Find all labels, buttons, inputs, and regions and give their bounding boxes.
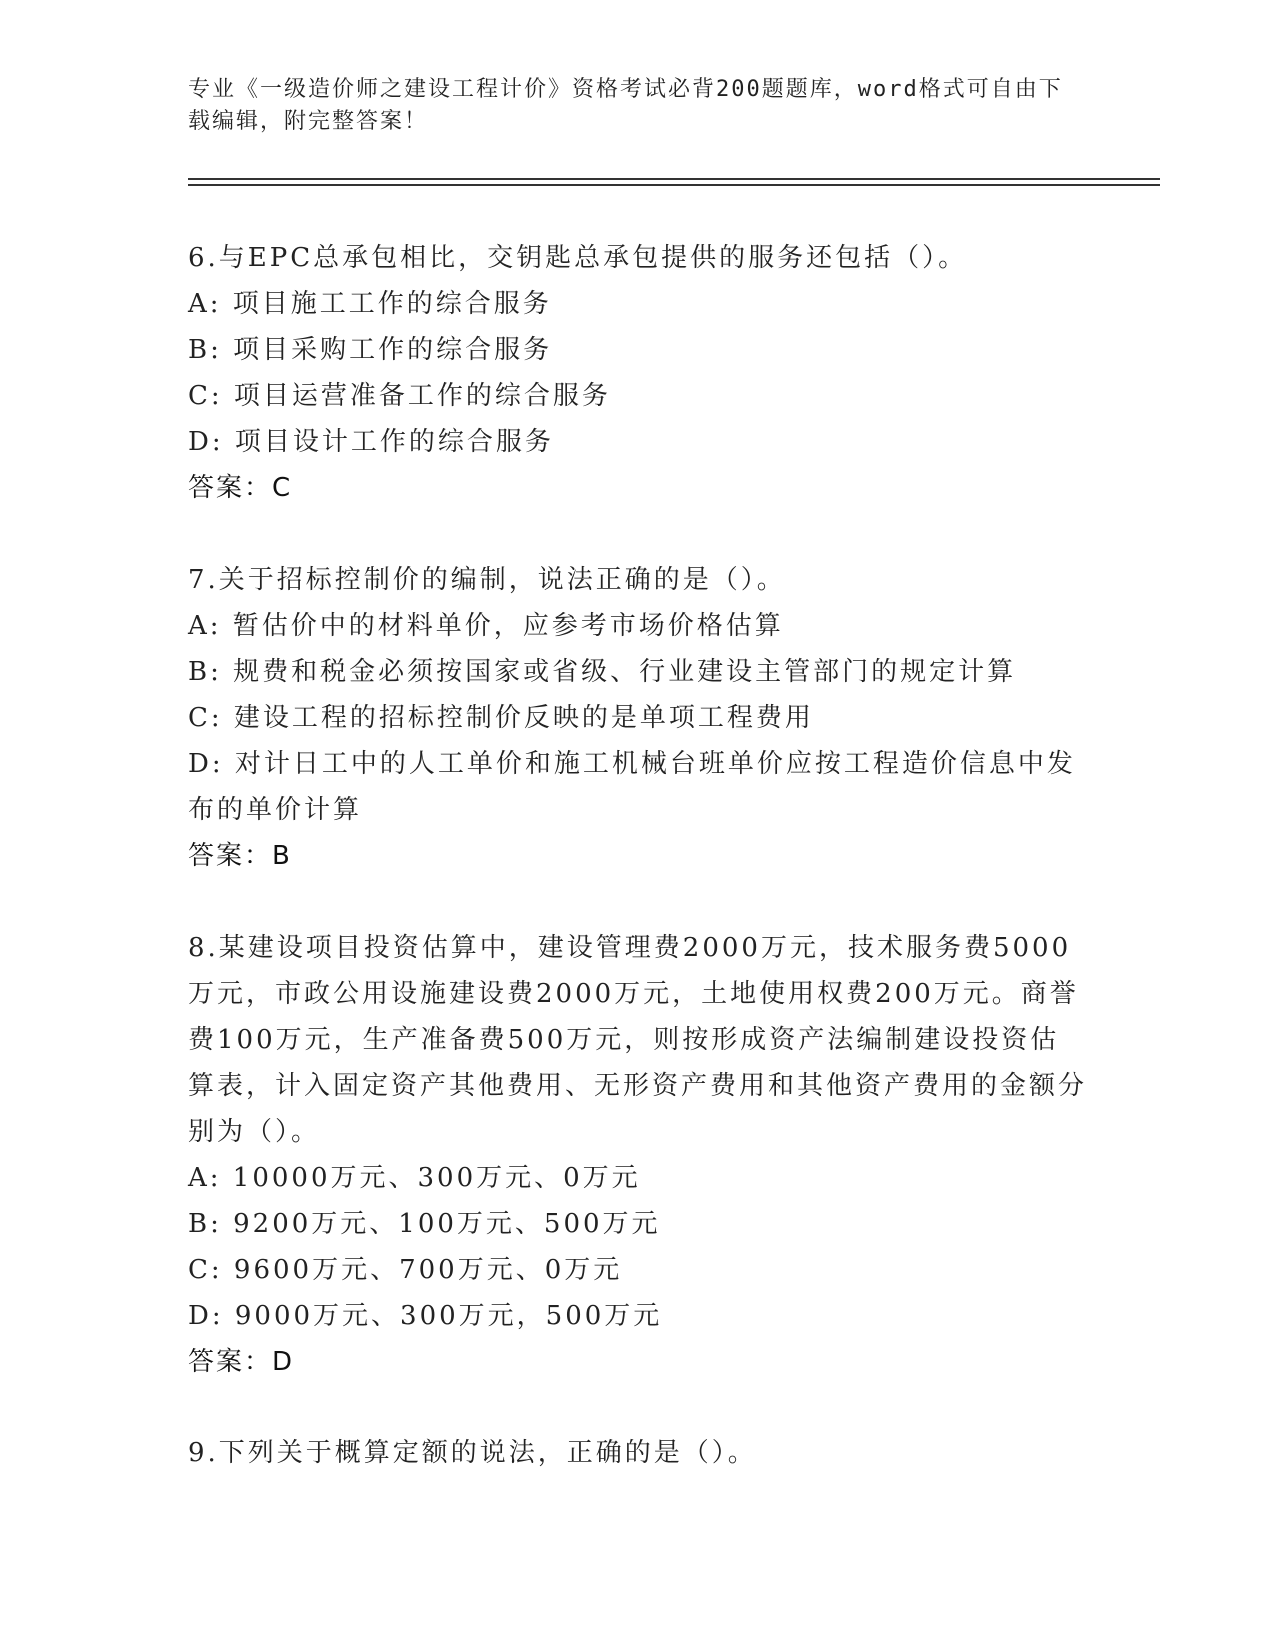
option-d: D: 9000万元、300万元，500万元 — [188, 1301, 663, 1331]
question-stem: 6.与EPC总承包相比，交钥匙总承包提供的服务还包括（）。 — [188, 243, 968, 273]
option-b: B: 项目采购工作的综合服务 — [188, 335, 553, 365]
question-stem: 7.关于招标控制价的编制，说法正确的是（）。 — [188, 565, 786, 595]
option-d: D: 项目设计工作的综合服务 — [188, 427, 554, 457]
header-text: 专业《一级造价师之建设工程计价》资格考试必背200题题库，word格式可自由下载编辑，附完整答案！ — [188, 77, 1063, 134]
option-a: A: 项目施工工作的综合服务 — [188, 289, 552, 319]
option-a: A: 10000万元、300万元、0万元 — [188, 1163, 641, 1193]
question-9 — [188, 1430, 1088, 1476]
option-c: C: 建设工程的招标控制价反映的是单项工程费用 — [188, 703, 814, 733]
answer: 答案：B — [188, 841, 292, 871]
question-stem: 9.下列关于概算定额的说法，正确的是（）。 — [188, 1438, 757, 1468]
question-8 — [188, 925, 1088, 1385]
option-d: D: 对计日工中的人工单价和施工机械台班单价应按工程造价信息中发布的单价计算 — [188, 749, 1076, 825]
answer: 答案：D — [188, 1347, 295, 1377]
option-b: B: 9200万元、100万元、500万元 — [188, 1209, 661, 1239]
header-divider-top — [188, 178, 1160, 180]
document-header — [188, 74, 1068, 138]
option-a: A: 暂估价中的材料单价，应参考市场价格估算 — [188, 611, 784, 641]
question-7 — [188, 557, 1088, 879]
header-divider-bottom — [188, 184, 1160, 186]
question-stem: 8.某建设项目投资估算中，建设管理费2000万元，技术服务费5000万元，市政公用设施建设费2000万元，土地使用权费200万元。商誉费100万元，生产准备费500万元，则按形成资产法编制建设投资估算表，计入固定资产其他费用、无形资产费用和其他资产费用的金额分别为（）。 — [188, 933, 1088, 1147]
option-c: C: 项目运营准备工作的综合服务 — [188, 381, 611, 411]
answer: 答案：C — [188, 473, 293, 503]
question-6 — [188, 235, 1088, 511]
option-b: B: 规费和税金必须按国家或省级、行业建设主管部门的规定计算 — [188, 657, 1017, 687]
option-c: C: 9600万元、700万元、0万元 — [188, 1255, 623, 1285]
